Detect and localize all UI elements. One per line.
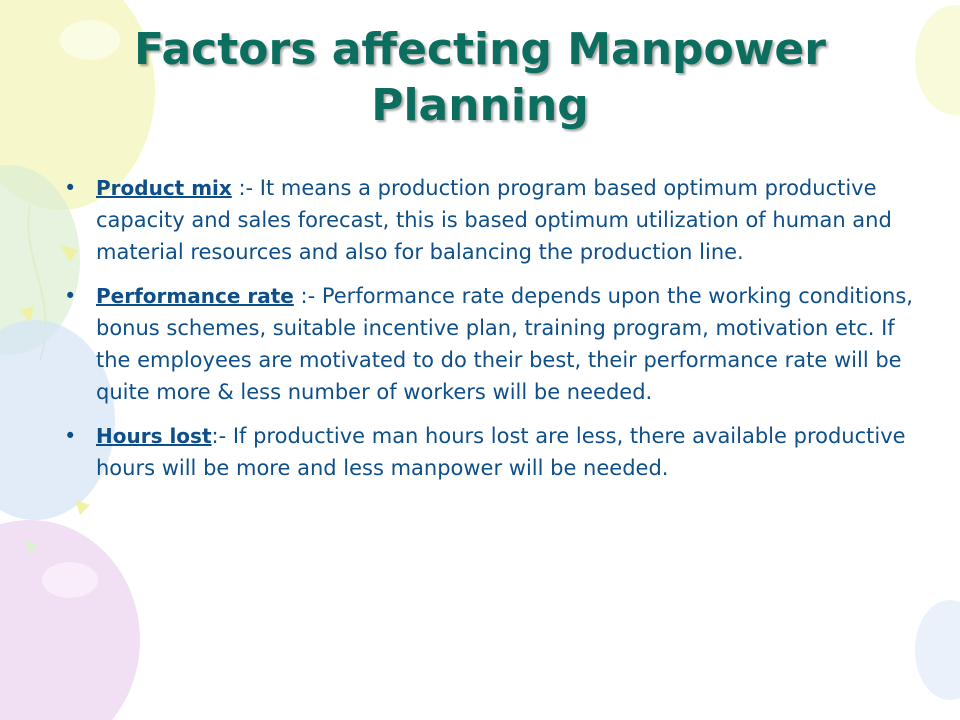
bullet-list [60,172,920,496]
bullet-hours-lost [60,420,920,484]
balloon-blue-right [915,600,960,700]
bullet-dot-icon: • [64,424,77,448]
term-hours-lost: Hours lost [96,424,212,448]
bullet-product-mix [60,172,920,268]
bullet-dot-icon: • [64,176,77,200]
bullet-dot-icon: • [64,284,77,308]
description-performance-rate: :- Performance rate depends upon the working conditions, bonus schemes, suitable incentive plan, training program, motivation etc. If the employees are motivated to do their best, their performance rate will be quite more & less number of workers will be needed. [96,284,913,404]
term-product-mix: Product mix [96,176,232,200]
confetti-3 [75,500,90,515]
title-line-1: Factors affecting Manpower [134,24,826,75]
description-product-mix: :- It means a production program based optimum productive capacity and sales forecast, this is based optimum utilization of human and material resources and also for balancing the production line. [96,176,892,264]
title-line-2: Planning [371,80,589,131]
term-performance-rate: Performance rate [96,284,294,308]
slide-title [40,22,920,134]
balloon-pink-bottom [0,520,140,720]
description-hours-lost: :- If productive man hours lost are less, there available productive hours will be more and less manpower will be needed. [96,424,906,480]
balloon-yellow-right [915,5,960,115]
bullet-performance-rate [60,280,920,408]
